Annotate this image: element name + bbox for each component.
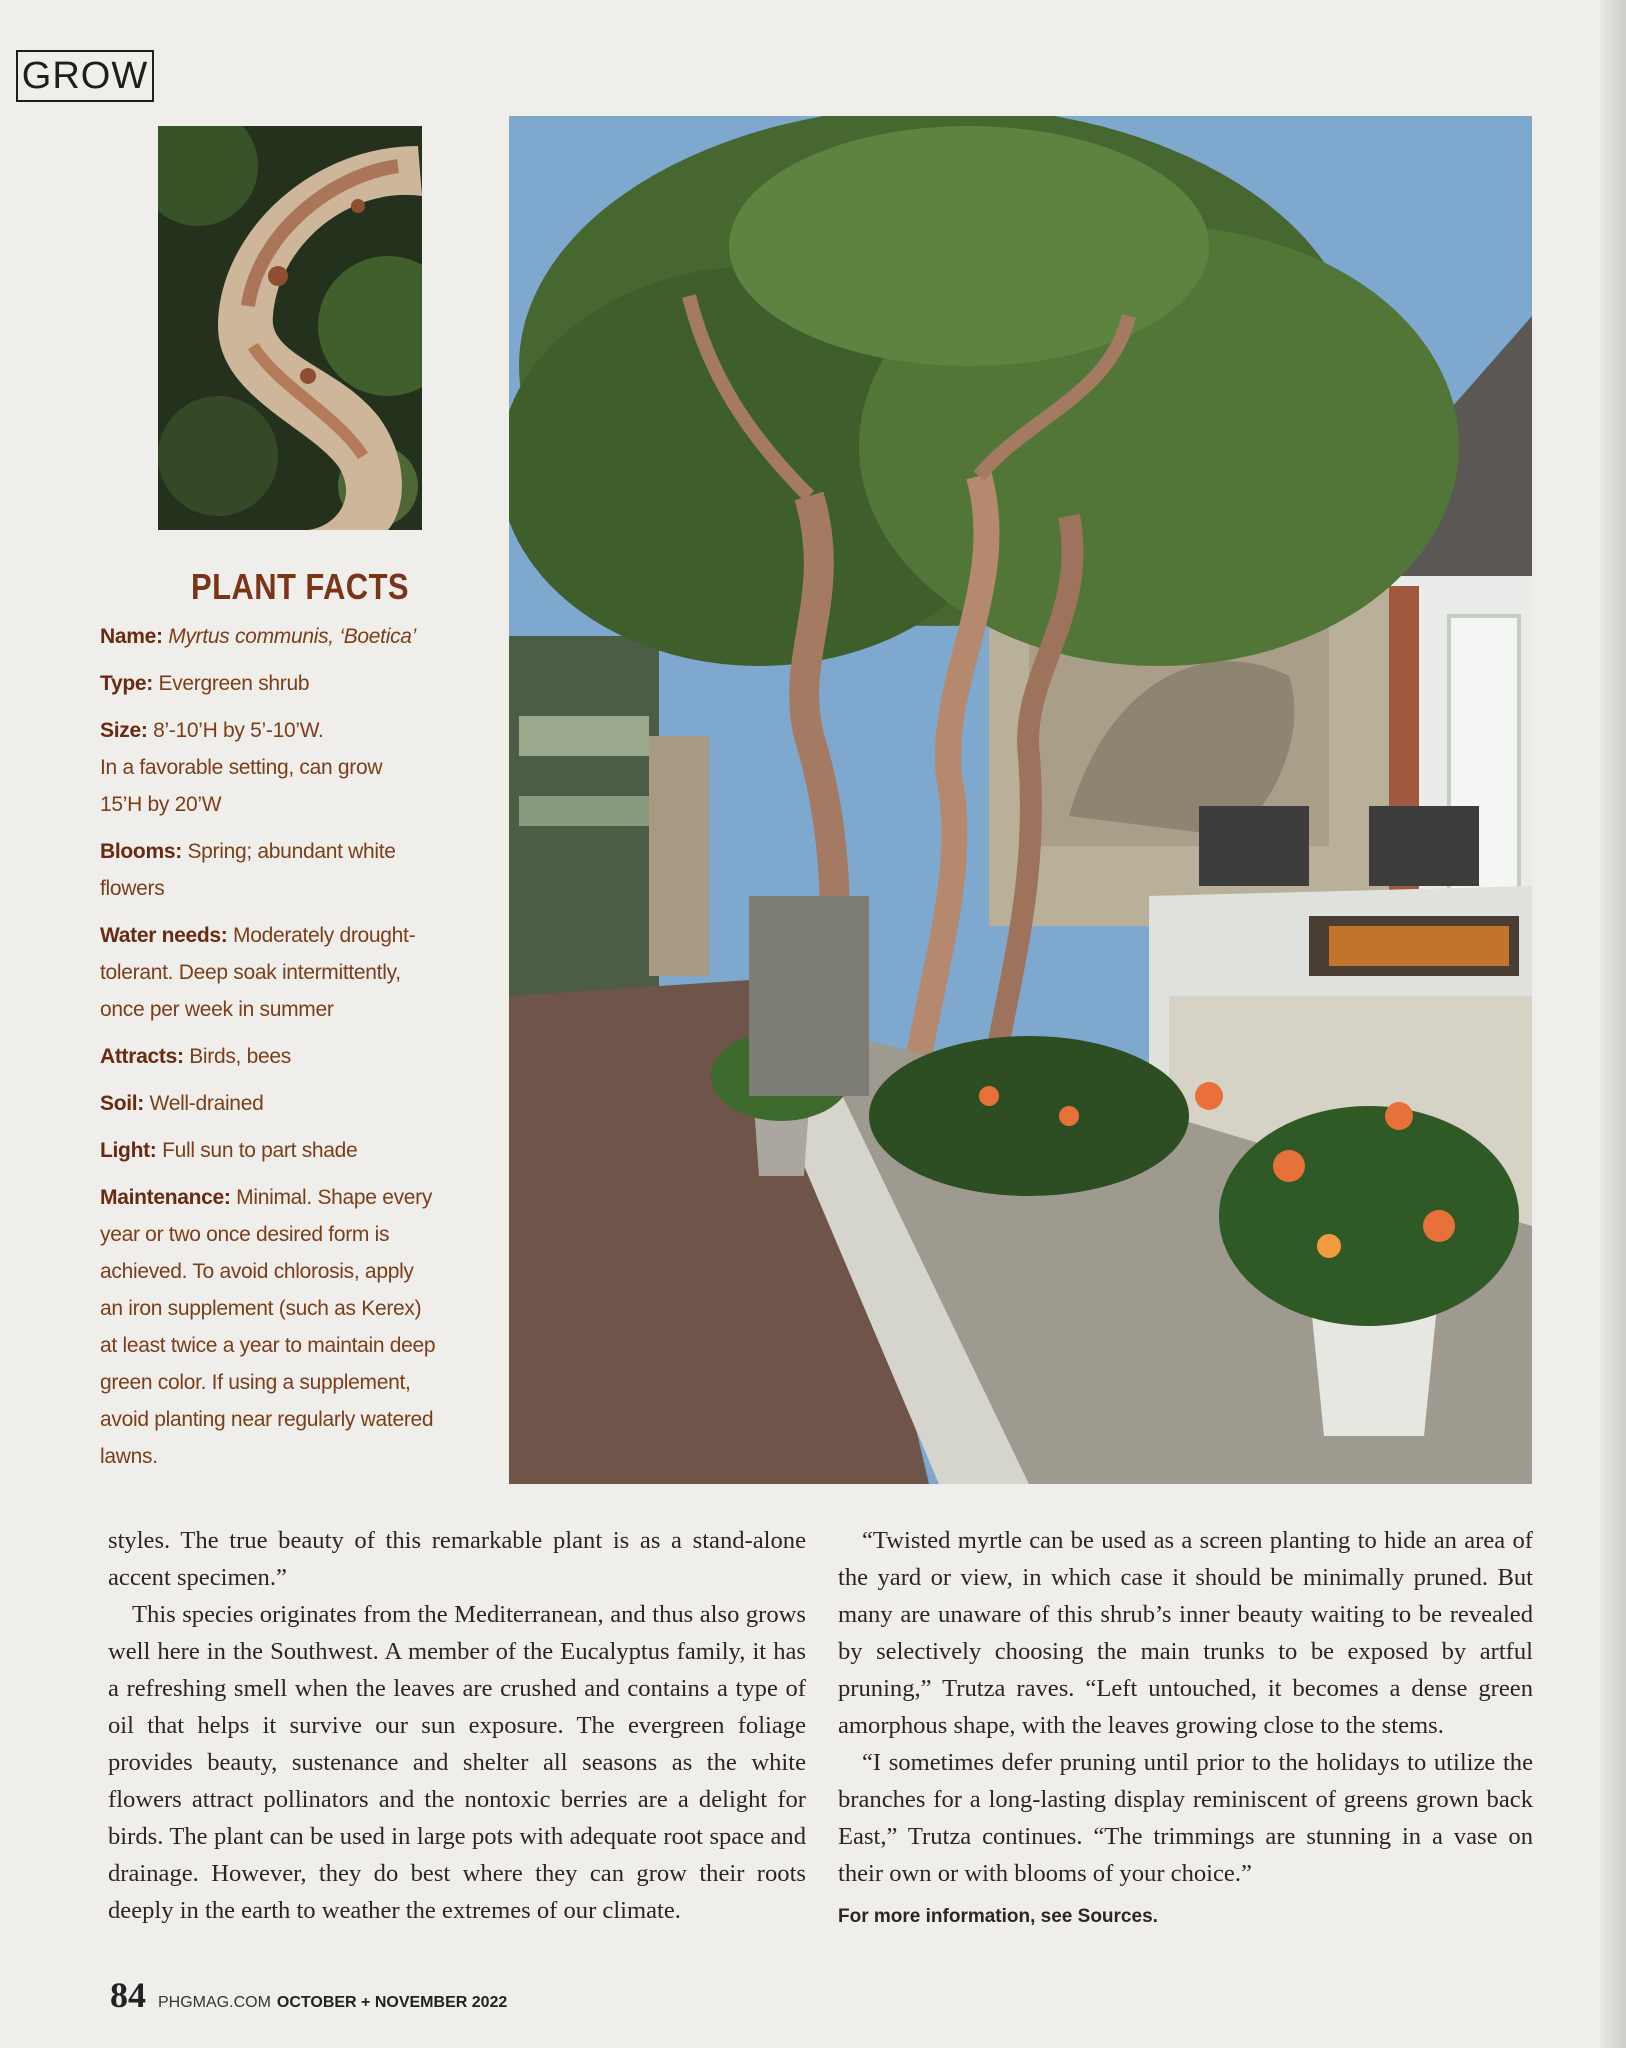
fact-maintenance-line: achieved. To avoid chlorosis, apply <box>100 1260 414 1283</box>
fact-name <box>100 618 500 655</box>
fact-water-needs <box>100 917 500 1028</box>
page-number: 84 <box>110 1975 146 2015</box>
plant-facts-box <box>100 566 500 1485</box>
issue-date: OCTOBER + NOVEMBER 2022 <box>276 1994 508 2011</box>
fact-blooms-label: Blooms: <box>100 840 182 863</box>
article-column-left <box>108 1522 806 1929</box>
fact-light-label: Light: <box>100 1139 157 1162</box>
fact-soil <box>100 1085 500 1122</box>
fact-type-value: Evergreen shrub <box>158 672 310 695</box>
fact-light <box>100 1132 500 1169</box>
fact-maintenance-line: avoid planting near regularly watered <box>100 1408 434 1431</box>
fact-soil-label: Soil: <box>100 1092 144 1115</box>
more-info-note: For more information, see Sources. <box>838 1906 1158 1927</box>
fact-blooms-value: Spring; abundant white <box>187 840 396 863</box>
fact-attracts-label: Attracts: <box>100 1045 184 1068</box>
patio-myrtle-photo <box>509 116 1532 1484</box>
article-paragraph: “Twisted myrtle can be used as a screen planting to hide an area of the yard or view, in which case it should be minimally pruned. But many are unaware of this shrub’s inner beauty waiting to be revealed by selectively choosing the main trunks to be exposed by artful pruning,” Trutza raves. “Left untouched, it becomes a dense green amorphous shape, with the leaves growing close to the stems. <box>838 1527 1533 1739</box>
fact-blooms <box>100 833 500 907</box>
trunk-closeup-photo <box>158 126 422 530</box>
section-tag: GROW <box>16 50 154 102</box>
fact-maintenance <box>100 1179 500 1475</box>
fact-attracts <box>100 1038 500 1075</box>
fact-soil-value: Well-drained <box>149 1092 264 1115</box>
fact-size-value: 8’-10’H by 5’-10’W. <box>153 719 324 742</box>
fact-name-value: Myrtus communis, ‘Boetica’ <box>168 625 417 648</box>
page-footer <box>110 1974 507 2016</box>
article-column-right <box>838 1522 1533 1935</box>
fact-size <box>100 712 500 823</box>
fact-maintenance-line: year or two once desired form is <box>100 1223 390 1246</box>
fact-blooms-line2: flowers <box>100 877 165 900</box>
fact-name-label: Name: <box>100 625 163 648</box>
fact-water-line3: once per week in summer <box>100 998 334 1021</box>
fact-maintenance-label: Maintenance: <box>100 1186 231 1209</box>
fact-water-line2: tolerant. Deep soak intermittently, <box>100 961 401 984</box>
fact-maintenance-value: Minimal. Shape every <box>236 1186 433 1209</box>
article-paragraph: “I sometimes defer pruning until prior to the holidays to utilize the branches for a long-lasting display reminiscent of greens grown back East,” Trutza continues. “The trimmings are stunning in a vase on their own or with blooms of your choice.” <box>838 1749 1533 1887</box>
fact-maintenance-line: green color. If using a supplement, <box>100 1371 411 1394</box>
fact-water-value: Moderately drought- <box>233 924 416 947</box>
fact-maintenance-line: at least twice a year to maintain deep <box>100 1334 436 1357</box>
fact-maintenance-line: an iron supplement (such as Kerex) <box>100 1297 422 1320</box>
article-paragraph: styles. The true beauty of this remarkable plant is as a stand-alone accent specimen.” <box>108 1527 806 1591</box>
page-edge-shadow <box>1600 0 1626 2048</box>
fact-attracts-value: Birds, bees <box>189 1045 291 1068</box>
fact-size-line2: In a favorable setting, can grow <box>100 756 383 779</box>
fact-size-line3: 15’H by 20’W <box>100 793 222 816</box>
plant-facts-title: PLANT FACTS <box>190 566 410 607</box>
fact-maintenance-line: lawns. <box>100 1445 158 1468</box>
fact-light-value: Full sun to part shade <box>162 1139 358 1162</box>
magazine-site: PHGMAG.COM <box>158 1994 271 2011</box>
fact-type <box>100 665 500 702</box>
fact-size-label: Size: <box>100 719 148 742</box>
fact-type-label: Type: <box>100 672 153 695</box>
fact-water-label: Water needs: <box>100 924 228 947</box>
article-paragraph: This species originates from the Mediterranean, and thus also grows well here in the Southwest. A member of the Eucalyptus family, it has a refreshing smell when the leaves are crushed and contains a type of oil that helps it survive our sun exposure. The evergreen foliage provides beauty, sustenance and shelter all seasons as the white flowers attract pollinators and the nontoxic berries are a delight for birds. The plant can be used in large pots with adequate root space and drainage. However, they do best where they can grow their roots deeply in the earth to weather the extremes of our climate. <box>108 1601 806 1924</box>
